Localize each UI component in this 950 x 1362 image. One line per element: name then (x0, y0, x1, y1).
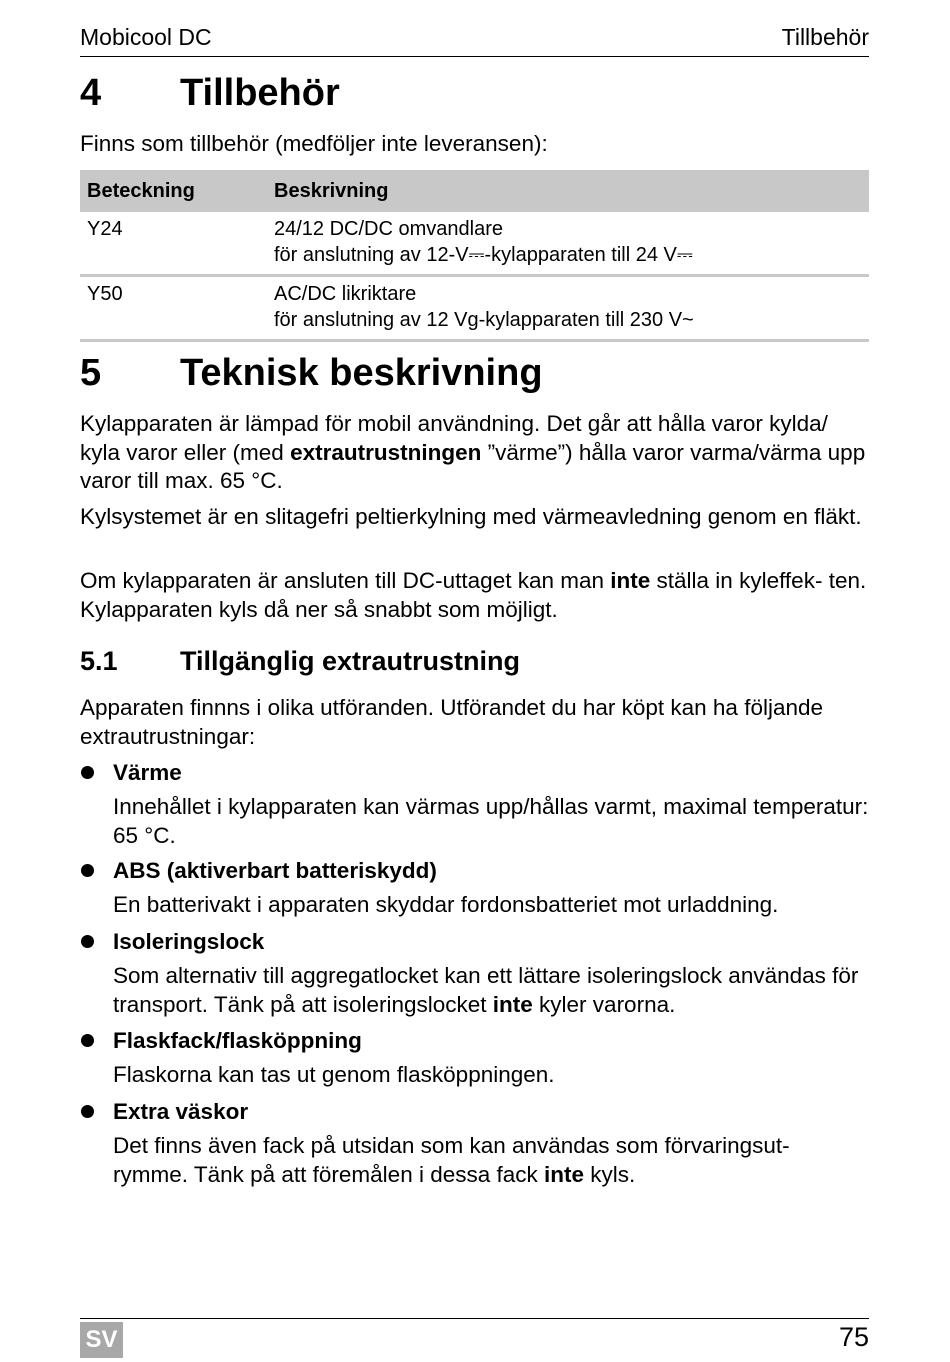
description-line: AC/DC likriktare (274, 283, 417, 305)
paragraph: Om kylapparaten är ansluten till DC-uttaget kan man inte ställa in kyleffek- ten. Kylapparaten kyls då ner så snabbt som möjligt. (80, 568, 867, 622)
table-header-row (80, 170, 869, 212)
paragraph: Kylapparaten är lämpad för mobil användning. Det går att hålla varor kylda/ kyla varor eller (med extrautrustningen ”värme”) hålla varor varma/värma upp varor till max. 65 °C. (80, 411, 866, 493)
footer-divider (80, 1318, 869, 1319)
bullet-icon (81, 935, 94, 948)
item-title: ABS (aktiverbart batteriskydd) (113, 858, 437, 883)
header-chapter: Tillbehör (781, 24, 869, 50)
section-number: 4 (80, 72, 102, 114)
table-row (80, 276, 869, 341)
item-description: Som alternativ till aggregatlocket kan ett lättare isoleringslock användas för transport. Tänk på att isoleringslocket inte kyler varorna. (113, 963, 859, 1017)
bullet-icon (81, 864, 94, 877)
bullet-icon (81, 766, 94, 779)
page-number: 75 (838, 1322, 869, 1352)
item-description: Flaskorna kan tas ut genom flasköppningen. (113, 1062, 555, 1087)
section-title: Tillgänglig extrautrustning (180, 646, 521, 676)
description-line: för anslutning av 12 Vg-kylapparaten till 230 V~ (274, 309, 694, 331)
item-title: Isoleringslock (113, 929, 265, 954)
item-description: Innehållet i kylapparaten kan värmas upp/hållas varmt, maximal temperatur: 65 °C. (113, 794, 869, 848)
emphasis: inte (492, 991, 533, 1017)
column-header-description: Beskrivning (267, 170, 869, 212)
section-5-1-heading (80, 646, 520, 677)
cell-description (267, 276, 869, 341)
item-title: Värme (113, 760, 182, 785)
section-number: 5.1 (80, 646, 118, 676)
section-4-heading (80, 72, 340, 115)
section-5-heading (80, 352, 543, 395)
item-description: En batterivakt i apparaten skyddar fordonsbatteriet mot urladdning. (113, 892, 779, 917)
item-description: Det finns även fack på utsidan som kan användas som förvaringsut- rymme. Tänk på att föremålen i dessa fack inte kyls. (113, 1133, 790, 1187)
emphasis: extrautrustningen (290, 439, 482, 465)
accessories-table (80, 170, 869, 342)
accessories-intro: Finns som tillbehör (medföljer inte leveransen): (80, 131, 548, 156)
cell-code: Y24 (80, 212, 267, 276)
description-line: 24/12 DC/DC omvandlare (274, 218, 503, 240)
section-number: 5 (80, 352, 102, 394)
header-product: Mobicool DC (80, 24, 212, 50)
language-tag: SV (80, 1322, 123, 1358)
cell-description (267, 212, 869, 276)
description-line: för anslutning av 12-V⎓-kylapparaten till 24 V⎓ (274, 244, 693, 266)
table-row (80, 212, 869, 276)
paragraph: Apparaten finnns i olika utföranden. Utförandet du har köpt kan ha följande extrautrustningar: (80, 695, 824, 749)
emphasis: inte (544, 1161, 585, 1187)
cell-code: Y50 (80, 276, 267, 341)
item-title: Extra väskor (113, 1099, 249, 1124)
section-title: Tillbehör (180, 72, 340, 114)
column-header-code: Beteckning (80, 170, 267, 212)
running-header (80, 24, 869, 57)
section-title: Teknisk beskrivning (180, 352, 543, 394)
emphasis: inte (610, 568, 651, 593)
paragraph: Kylsystemet är en slitagefri peltierkylning med värmeavledning genom en fläkt. (80, 504, 862, 529)
item-title: Flaskfack/flasköppning (113, 1028, 362, 1053)
bullet-icon (81, 1034, 94, 1047)
bullet-icon (81, 1105, 94, 1118)
